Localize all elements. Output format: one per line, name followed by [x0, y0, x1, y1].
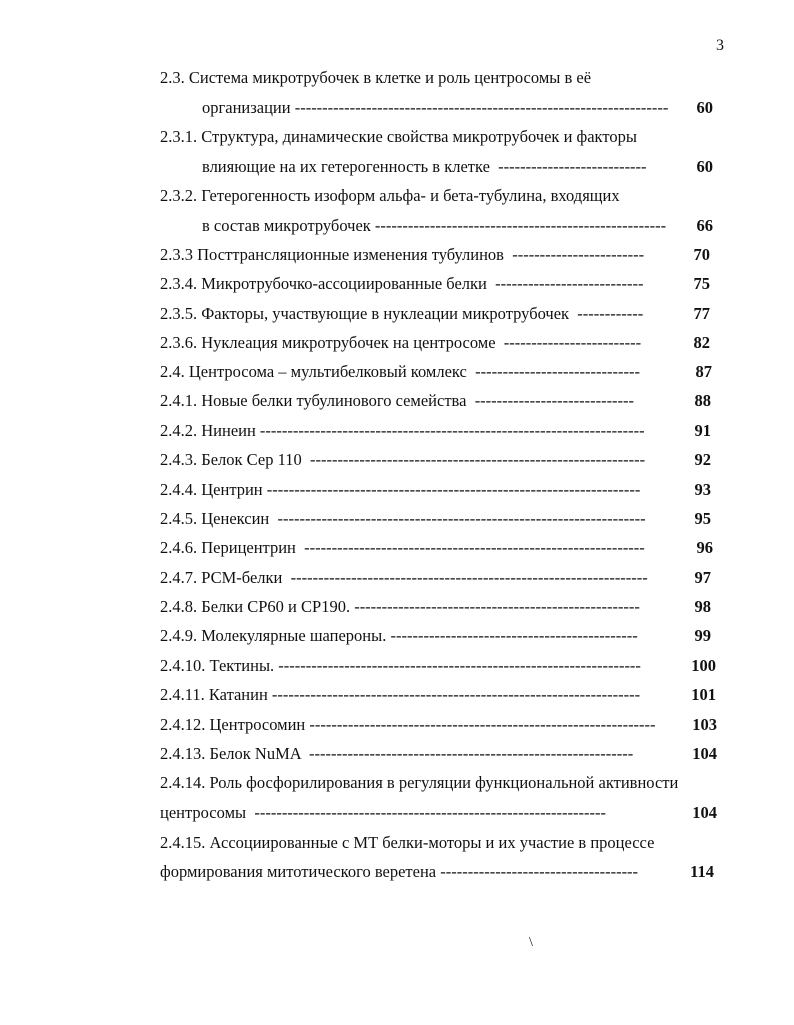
toc-page: 103	[692, 715, 717, 734]
toc-page: 104	[692, 744, 717, 763]
toc-line: 2.4.3. Белок Сер 110 -------------------------------------------------------------	[160, 450, 646, 469]
toc-line: организации --------------------------------------------------------------------	[202, 98, 669, 117]
stray-mark: \	[529, 935, 533, 950]
toc-page: 95	[694, 509, 711, 528]
toc-line: 2.4.8. Белки СР60 и СР190. ----------------------------------------------------	[160, 597, 640, 616]
toc-page: 99	[694, 626, 711, 645]
toc-line: 2.3.5. Факторы, участвующие в нуклеации микротрубочек ------------	[160, 304, 644, 323]
toc-line: в состав микротрубочек -----------------------------------------------------	[202, 216, 667, 235]
toc-page: 104	[692, 803, 717, 822]
toc-page: 93	[694, 480, 711, 499]
toc-line: 2.4.7. РСМ-белки -----------------------------------------------------------------	[160, 568, 648, 587]
toc-page: 88	[694, 391, 711, 410]
toc-line: 2.4.6. Перицентрин --------------------------------------------------------------	[160, 538, 645, 557]
toc-line: 2.4.9. Молекулярные шапероны. ---------------------------------------------	[160, 626, 638, 645]
toc-line: 2.4.14. Роль фосфорилирования в регуляции функциональной активности	[160, 773, 679, 792]
toc-line: 2.3.2. Гетерогенность изоформ альфа- и бета-тубулина, входящих	[160, 186, 620, 205]
toc-page: 91	[694, 421, 711, 440]
toc-line: 2.4.4. Центрин --------------------------------------------------------------------	[160, 480, 641, 499]
toc-page: 66	[696, 216, 713, 235]
toc-page: 87	[695, 362, 712, 381]
toc-line: влияющие на их гетерогенность в клетке ---------------------------	[202, 157, 647, 176]
toc-page: 77	[693, 304, 710, 323]
toc-line: 2.4.5. Ценексин -------------------------------------------------------------------	[160, 509, 646, 528]
toc-line: 2.4.13. Белок NuMA -----------------------------------------------------------	[160, 744, 634, 763]
toc-page: 70	[693, 245, 710, 264]
toc-line: 2.4.12. Центросомин ---------------------------------------------------------------	[160, 715, 656, 734]
toc-page: 75	[693, 274, 710, 293]
toc-page: 96	[696, 538, 713, 557]
toc-page: 97	[694, 568, 711, 587]
toc-page: 60	[696, 98, 713, 117]
toc-line: 2.4.2. Нинеин ----------------------------------------------------------------------	[160, 421, 645, 440]
toc-page: 101	[691, 685, 716, 704]
toc-page: 100	[691, 656, 716, 675]
toc-page: 98	[694, 597, 711, 616]
toc-line: 2.4.11. Катанин -------------------------------------------------------------------	[160, 685, 641, 704]
toc-line: 2.4.1. Новые белки тубулинового семейства -----------------------------	[160, 391, 635, 410]
toc-page: 82	[693, 333, 710, 352]
page-number: 3	[716, 37, 724, 54]
toc-line: 2.3. Система микротрубочек в клетке и роль центросомы в её	[160, 68, 592, 87]
toc-line: центросомы ----------------------------------------------------------------	[160, 803, 606, 822]
toc-line: 2.4.15. Ассоциированные с МТ белки-моторы и их участие в процессе	[160, 833, 655, 852]
toc-page: 60	[696, 157, 713, 176]
toc-page: 114	[690, 862, 714, 881]
toc-line: 2.3.4. Микротрубочко-ассоциированные белки ---------------------------	[160, 274, 644, 293]
toc-line: формирования митотического веретена ------------------------------------	[160, 862, 639, 881]
toc-line: 2.3.6. Нуклеация микротрубочек на центросоме -------------------------	[160, 333, 642, 352]
toc-page: 92	[694, 450, 711, 469]
toc-line: 2.4.10. Тектины. ------------------------------------------------------------------	[160, 656, 641, 675]
toc-line: 2.4. Центросома – мультибелковый комлекс ------------------------------	[160, 362, 640, 381]
toc-line: 2.3.1. Структура, динамические свойства микротрубочек и факторы	[160, 127, 637, 146]
toc-line: 2.3.3 Посттрансляционные изменения тубулинов ------------------------	[160, 245, 645, 264]
